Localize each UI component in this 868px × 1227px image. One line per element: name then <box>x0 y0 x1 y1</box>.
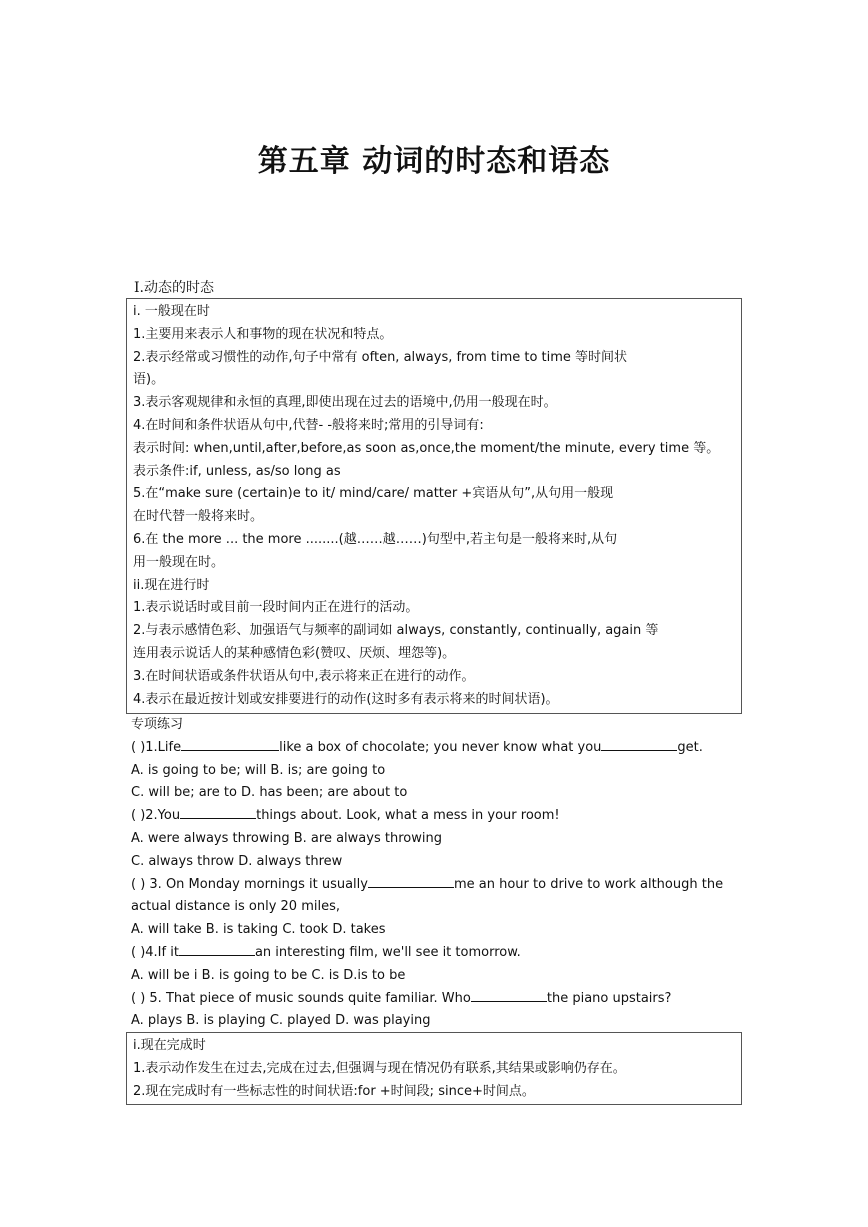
box1-line: 3.表示客观规律和永恒的真理,即使出现在过去的语境中,仍用一般现在时。 <box>133 395 557 411</box>
box1-line: 4.表示在最近按计划或安排要进行的动作(这时多有表示将来的时间状语)。 <box>133 691 559 707</box>
exercise-section <box>131 714 741 1033</box>
question-options: A. will take B. is taking C. took D. takes <box>131 922 386 938</box>
question-text: actual distance is only 20 miles, <box>131 899 340 915</box>
answer-blank <box>181 738 279 751</box>
box2-line: 1.表示动作发生在过去,完成在过去,但强调与现在情况仍有联系,其结果或影响仍存在。 <box>133 1060 626 1076</box>
exercise-heading: 专项练习 <box>131 717 184 732</box>
box1-line: 表示时间: when,until,after,before,as soon as,once,the moment/the minute, every time 等。 <box>133 440 720 456</box>
box1-line: 表示条件:if, unless, as/so long as <box>133 463 341 479</box>
box1-line: 语)。 <box>133 372 165 388</box>
box1-line: 用一般现在时。 <box>133 554 225 570</box>
present-perfect-box <box>126 1032 742 1105</box>
question-text: an interesting film, we'll see it tomorrow. <box>254 944 521 960</box>
question-3 <box>131 874 741 897</box>
question-options: A. were always throwing B. are always throwing <box>131 830 442 846</box>
question-options: C. always throw D. always threw <box>131 853 343 869</box>
question-text: ( )2.You <box>131 808 181 824</box>
answer-blank <box>179 943 255 956</box>
section-label: Ⅰ.动态的时态 <box>134 280 214 296</box>
question-2 <box>131 805 741 828</box>
answer-blank <box>368 875 454 888</box>
answer-blank <box>180 806 256 819</box>
box1-line: 5.在“make sure (certain)e to it/ mind/care/ matter +宾语从句”,从句用一般现 <box>133 486 614 502</box>
question-options: A. will be i B. is going to be C. is D.is to be <box>131 967 406 983</box>
question-text: ( ) 3. On Monday mornings it usually <box>131 876 368 892</box>
question-text: the piano upstairs? <box>546 990 672 1006</box>
box1-line: 2.表示经常或习惯性的动作,句子中常有 often, always, from time to time 等时间状 <box>133 349 628 365</box>
simple-present-and-progressive-box <box>126 298 742 714</box>
question-text: like a box of chocolate; you never know what you <box>279 739 602 755</box>
box1-line: 6.在 the more ... the more ........(越……越……)句型中,若主句是一般将来时,从句 <box>133 531 618 547</box>
question-5 <box>131 988 741 1011</box>
box1-line: 2.与表示感情色彩、加强语气与频率的副词如 always, constantly, continually, again 等 <box>133 623 659 639</box>
question-options: C. will be; are to D. has been; are about to <box>131 785 408 801</box>
question-options: A. plays B. is playing C. played D. was playing <box>131 1013 431 1029</box>
box1-line: 4.在时间和条件状语从句中,代替- -般将来时;常用的引导词有: <box>133 417 484 433</box>
question-text: ( ) 5. That piece of music sounds quite familiar. Who <box>131 990 471 1006</box>
box1-line: ii.现在进行时 <box>133 577 210 593</box>
question-text: get. <box>677 739 703 755</box>
box2-line: 2.现在完成时有一些标志性的时间状语:for +时间段; since+时间点。 <box>133 1083 535 1099</box>
question-text: things about. Look, what a mess in your room! <box>256 808 560 824</box>
box1-line: 连用表示说话人的某种感情色彩(赞叹、厌烦、埋怨等)。 <box>133 645 456 661</box>
question-text: ( )1.Life <box>131 739 182 755</box>
box1-line: i. 一般现在时 <box>133 304 210 319</box>
box2-line: i.现在完成时 <box>133 1038 206 1053</box>
box1-line: 1.主要用来表示人和事物的现在状况和特点。 <box>133 326 393 342</box>
page-title: 第五章 动词的时态和语态 <box>257 144 611 179</box>
box1-line: 1.表示说话时或目前一段时间内正在进行的活动。 <box>133 600 419 616</box>
question-4 <box>131 942 741 965</box>
box1-line: 在时代替一般将来时。 <box>133 509 264 525</box>
question-options: A. is going to be; will B. is; are going to <box>131 762 386 778</box>
box1-line: 3.在时间状语或条件状语从句中,表示将来正在进行的动作。 <box>133 668 475 684</box>
question-1 <box>131 737 741 760</box>
answer-blank <box>601 738 677 751</box>
question-text: ( )4.If it <box>131 944 179 960</box>
question-text: me an hour to drive to work although the <box>453 876 724 892</box>
answer-blank <box>471 989 547 1002</box>
